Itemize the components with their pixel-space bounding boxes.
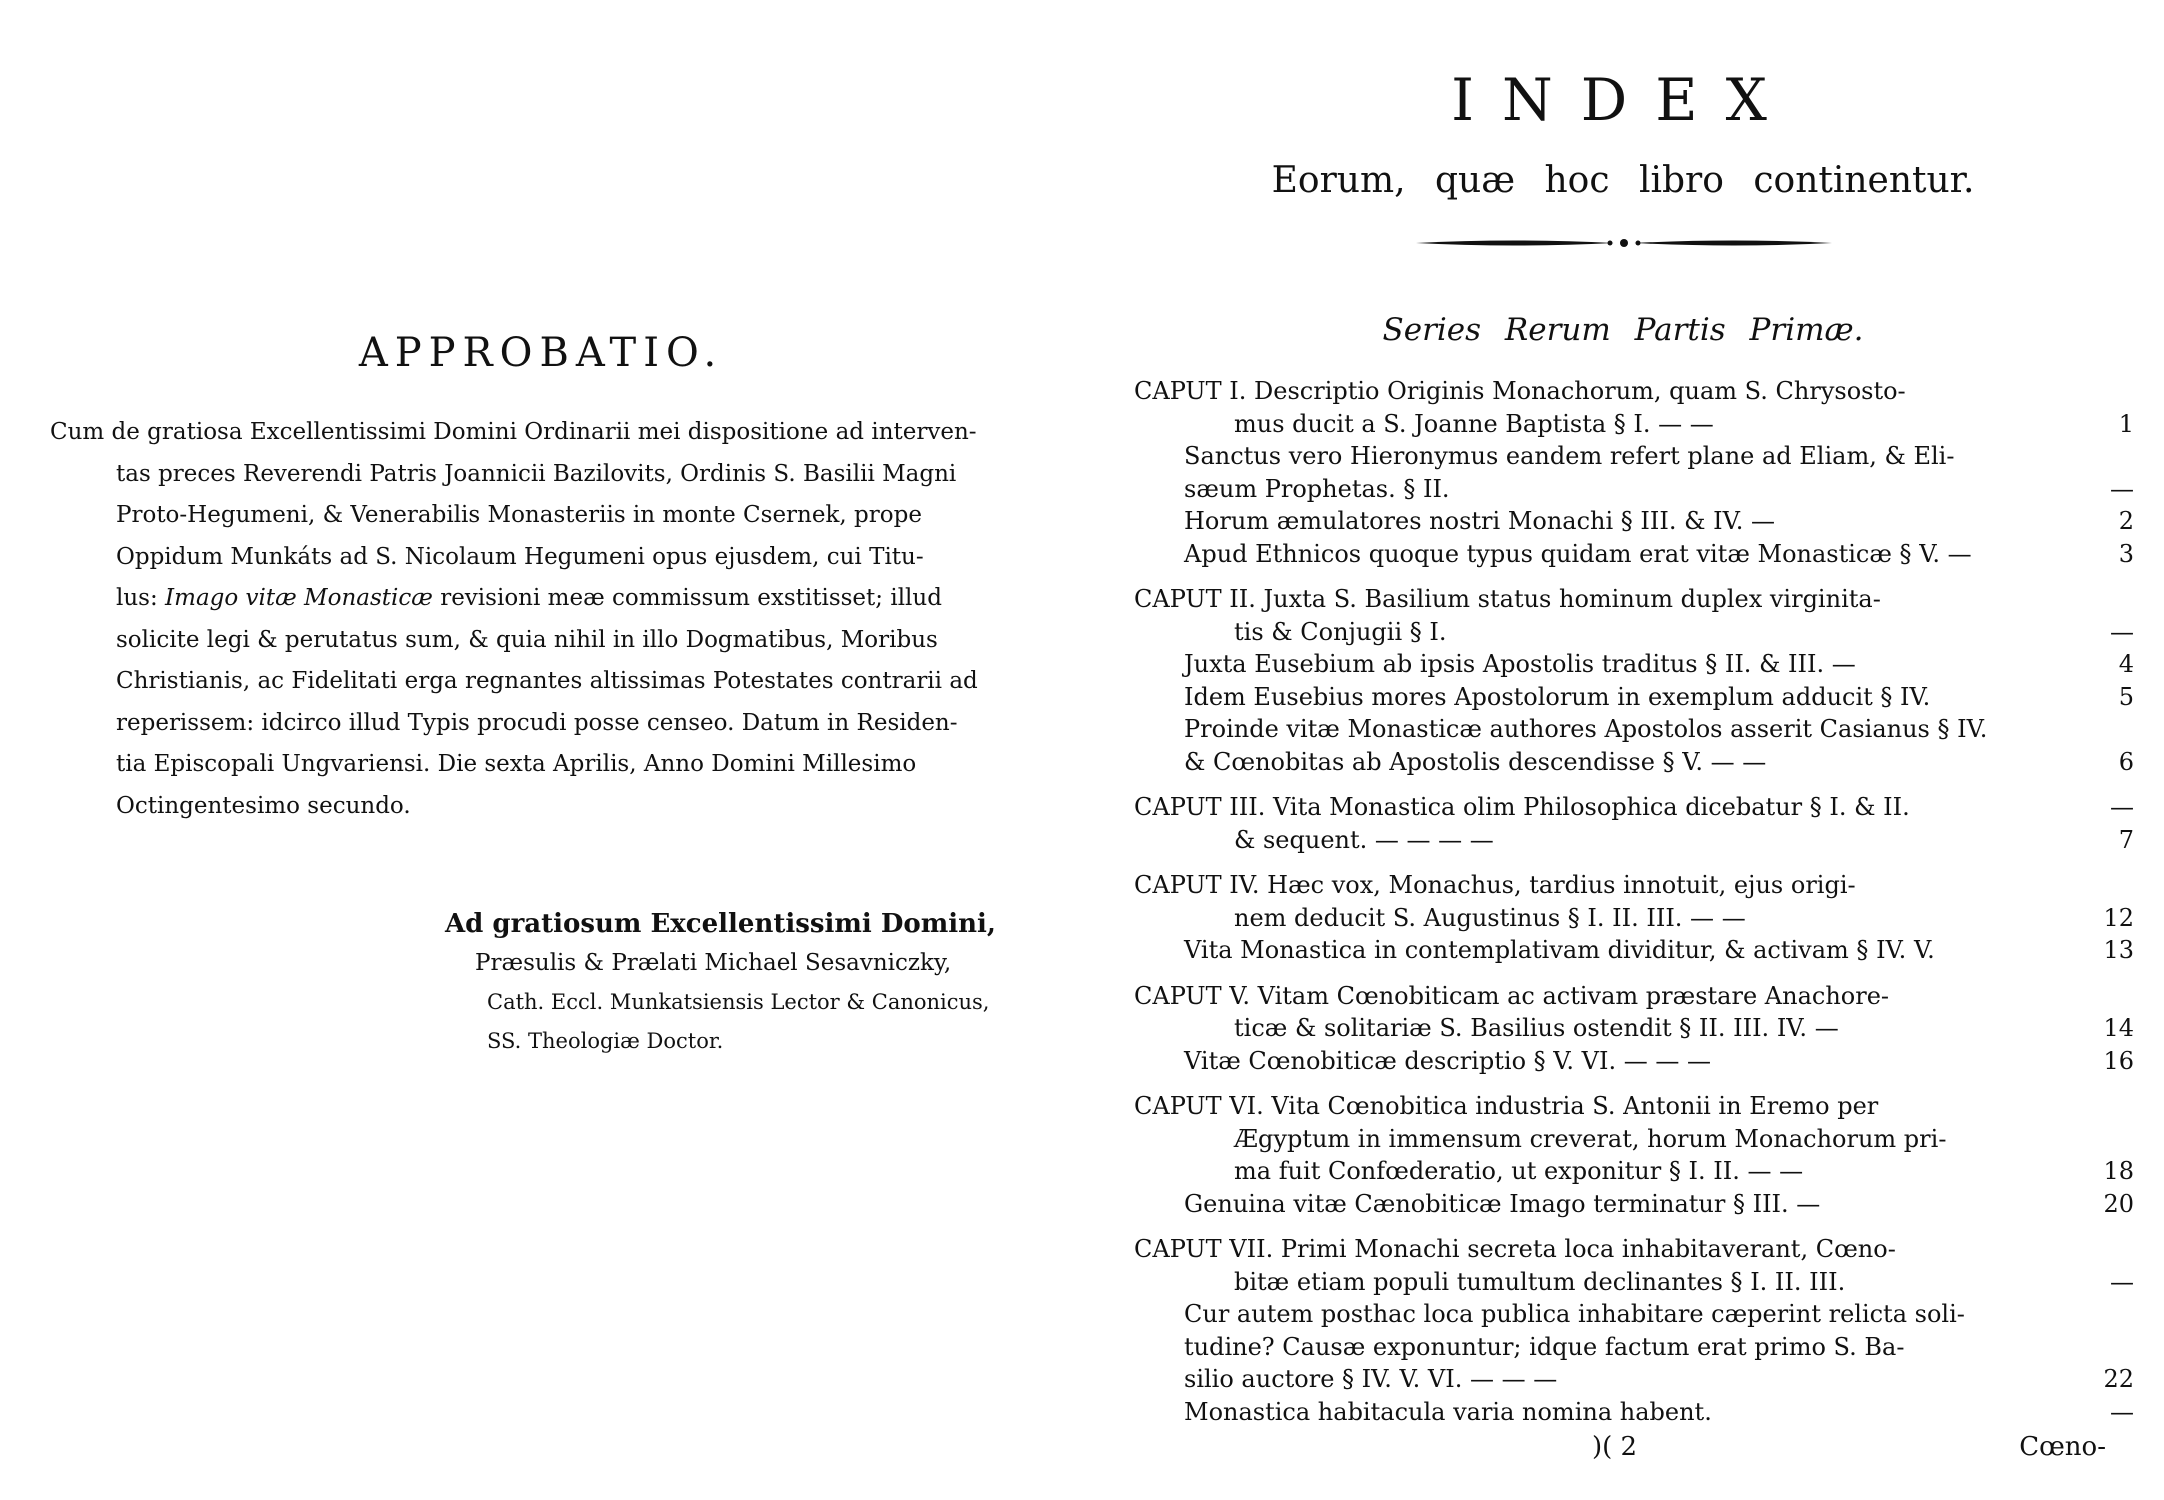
toc-entry [1134,1331,2134,1364]
toc-entry [1134,1363,2134,1396]
toc-entry-text: sæum Prophetas. § II. [1184,474,1450,503]
toc-entry-text: Horum æmulatores nostri Monachi § III. & IV. — [1184,507,1775,535]
toc-page-number: — [2110,793,2134,821]
toc-entry [1134,746,2134,779]
approbatio-body [50,412,1040,827]
approbatio-line: Oppidum Munkáts ad S. Nicolaum Hegumeni opus ejusdem, cui Titu- [116,543,924,570]
toc-entry-text: Vitæ Cœnobiticæ descriptio § V. VI. — — — [1184,1046,1711,1075]
toc-entry [1134,934,2134,967]
toc-entry [1134,440,2134,473]
toc-entry [1134,980,2134,1013]
approbatio-line5-post: revisioni meæ commissum exstitisset; illud [432,585,942,611]
toc-entry-text: nem deducit S. Augustinus § I. II. III. — — [1234,903,1746,932]
toc-page-number: — [2110,1267,2134,1296]
toc-entry [1134,473,2134,506]
signature-line-3: Cath. Eccl. Munkatsiensis Lector & Canonicus, [487,990,990,1014]
signature-line-4: SS. Theologiæ Doctor. [487,1029,724,1053]
toc-entry-text: Apud Ethnicos quoque typus quidam erat vitæ Monasticæ § V. — [1184,539,1972,568]
toc-page-number: — [2110,1397,2134,1426]
toc-page-number: 13 [2103,936,2134,964]
toc-entry [1134,791,2134,824]
toc-entry [1134,1090,2134,1123]
index-title: INDEX [1451,66,1795,134]
toc-entry-text: Proinde vitæ Monasticæ authores Apostolos asserit Casianus § IV. [1184,715,1988,743]
toc-entry [1134,1155,2134,1188]
table-of-contents [1134,375,2134,1428]
toc-entry-text: Monastica habitacula varia nomina habent. [1184,1397,1712,1426]
toc-entry [1134,1298,2134,1331]
toc-page-number: 20 [2103,1189,2134,1218]
toc-page-number: — [2110,474,2134,503]
toc-entry [1134,1045,2134,1078]
approbatio-line: reperissem: idcirco illud Typis procudi posse censeo. Datum in Residen- [116,709,958,736]
approbatio-line5-pre: lus: [116,585,166,611]
series-heading: Series Rerum Partis Primæ. [1382,312,1864,348]
toc-entry [1134,1012,2134,1045]
signature-line-2: Præsulis & Prælati Michael Sesavniczky, [475,950,952,976]
book-title-italic: Imago vitæ Monasticæ [165,585,433,611]
toc-entry-text: ma fuit Confœderatio, ut exponitur § I. II. — — [1234,1157,1804,1185]
toc-entry [1134,1123,2134,1156]
toc-page-number: 5 [2118,682,2134,711]
toc-entry-text: Genuina vitæ Cænobiticæ Imago terminatur § III. — [1184,1189,1821,1218]
toc-page-number: 3 [2118,539,2134,568]
toc-entry-text: Cur autem posthac loca publica inhabitare cæperint relicta soli- [1184,1300,1965,1328]
toc-entry [1134,824,2134,857]
toc-entry [1134,869,2134,902]
toc-entry-text: Juxta Eusebium ab ipsis Apostolis traditus § II. & III. — [1184,650,1856,678]
toc-entry-text: Vita Monastica in contemplativam dividitur, & activam § IV. V. [1184,936,1935,964]
toc-entry [1134,1266,2134,1299]
toc-entry [1134,681,2134,714]
signature-line-1: Ad gratiosum Excellentissimi Domini, [445,909,996,939]
toc-entry-text: & sequent. — — — — [1234,825,1494,854]
toc-page-number: 7 [2118,825,2134,854]
toc-entry-text: Ægyptum in immensum creverat, horum Monachorum pri- [1234,1124,1947,1153]
toc-entry-text: silio auctore § IV. V. VI. — — — [1184,1365,1558,1393]
toc-page-number: — [2110,617,2134,646]
toc-entry-text: CAPUT VII. Primi Monachi secreta loca inhabitaverant, Cœno- [1134,1235,1896,1263]
toc-page-number: 6 [2118,747,2134,776]
toc-entry [1134,538,2134,571]
toc-page-number: 4 [2118,650,2134,678]
toc-page-number: 1 [2118,409,2134,438]
toc-entry-text: tudine? Causæ exponuntur; idque factum erat primo S. Ba- [1184,1332,1905,1361]
page-footer [1082,1432,2164,1472]
toc-entry-text: CAPUT V. Vitam Cœnobiticam ac activam præstare Anachore- [1134,981,1890,1010]
approbatio-line: Christianis, ac Fidelitati erga regnantes altissimas Potestates contrarii ad [116,668,978,694]
approbatio-line: Proto-Hegumeni, & Venerabilis Monasteriis in monte Csernek, prope [116,502,922,528]
toc-entry [1134,505,2134,538]
toc-entry-text: & Cœnobitas ab Apostolis descendisse § V. — — [1184,747,1767,776]
catchword: Cœno- [2019,1432,2106,1462]
approbatio-line: solicite legi & perutatus sum, & quia nihil in illo Dogmatibus, Moribus [116,626,938,653]
toc-entry [1134,1233,2134,1266]
toc-entry [1134,902,2134,935]
approbatio-line: Cum de gratiosa Excellentissimi Domini Ordinarii mei dispositione ad interven- [50,419,977,445]
signature-mark: )( 2 [1592,1432,1638,1462]
toc-entry [1134,375,2134,408]
toc-entry-text: ticæ & solitariæ S. Basilius ostendit § II. III. IV. — [1234,1014,1839,1042]
toc-entry [1134,1188,2134,1221]
toc-page-number: 2 [2118,507,2134,535]
toc-page-number: 14 [2103,1014,2134,1042]
toc-entry-text: CAPUT I. Descriptio Originis Monachorum, quam S. Chrysosto- [1134,377,1906,405]
toc-entry-text: Sanctus vero Hieronymus eandem refert plane ad Eliam, & Eli- [1184,442,1955,470]
toc-entry [1134,616,2134,649]
approbatio-line: tas preces Reverendi Patris Joannicii Bazilovits, Ordinis S. Basilii Magni [116,460,957,487]
approbatio-signature [445,905,996,1061]
toc-entry [1134,408,2134,441]
toc-page-number: 12 [2103,903,2134,932]
toc-page-number: 18 [2103,1157,2134,1185]
right-page [1082,0,2164,1500]
approbatio-title: APPROBATIO. [358,330,724,376]
toc-entry [1134,1396,2134,1429]
ornament-rule-icon [1414,236,1834,250]
toc-entry-text: CAPUT III. Vita Monastica olim Philosophica dicebatur § I. & II. [1134,793,1910,821]
approbatio-line: Octingentesimo secundo. [116,792,411,819]
toc-entry-text: CAPUT II. Juxta S. Basilium status hominum duplex virginita- [1134,585,1881,613]
approbatio-line: tia Episcopali Ungvariensi. Die sexta Aprilis, Anno Domini Millesimo [116,751,917,777]
toc-entry-text: CAPUT IV. Hæc vox, Monachus, tardius innotuit, ejus origi- [1134,871,1856,899]
toc-entry-text: Idem Eusebius mores Apostolorum in exemplum adducit § IV. [1184,682,1931,711]
toc-page-number: 22 [2103,1365,2134,1393]
toc-entry [1134,713,2134,746]
toc-entry [1134,648,2134,681]
index-subtitle: Eorum, quæ hoc libro continentur. [1271,160,1975,201]
toc-page-number: 16 [2103,1046,2134,1075]
approbatio-line [50,578,1040,620]
toc-entry-text: mus ducit a S. Joanne Baptista § I. — — [1234,409,1714,438]
toc-entry-text: CAPUT VI. Vita Cœnobitica industria S. Antonii in Eremo per [1134,1092,1879,1120]
toc-entry-text: bitæ etiam populi tumultum declinantes § I. II. III. [1234,1267,1846,1296]
toc-entry-text: tis & Conjugii § I. [1234,617,1447,646]
toc-entry [1134,583,2134,616]
